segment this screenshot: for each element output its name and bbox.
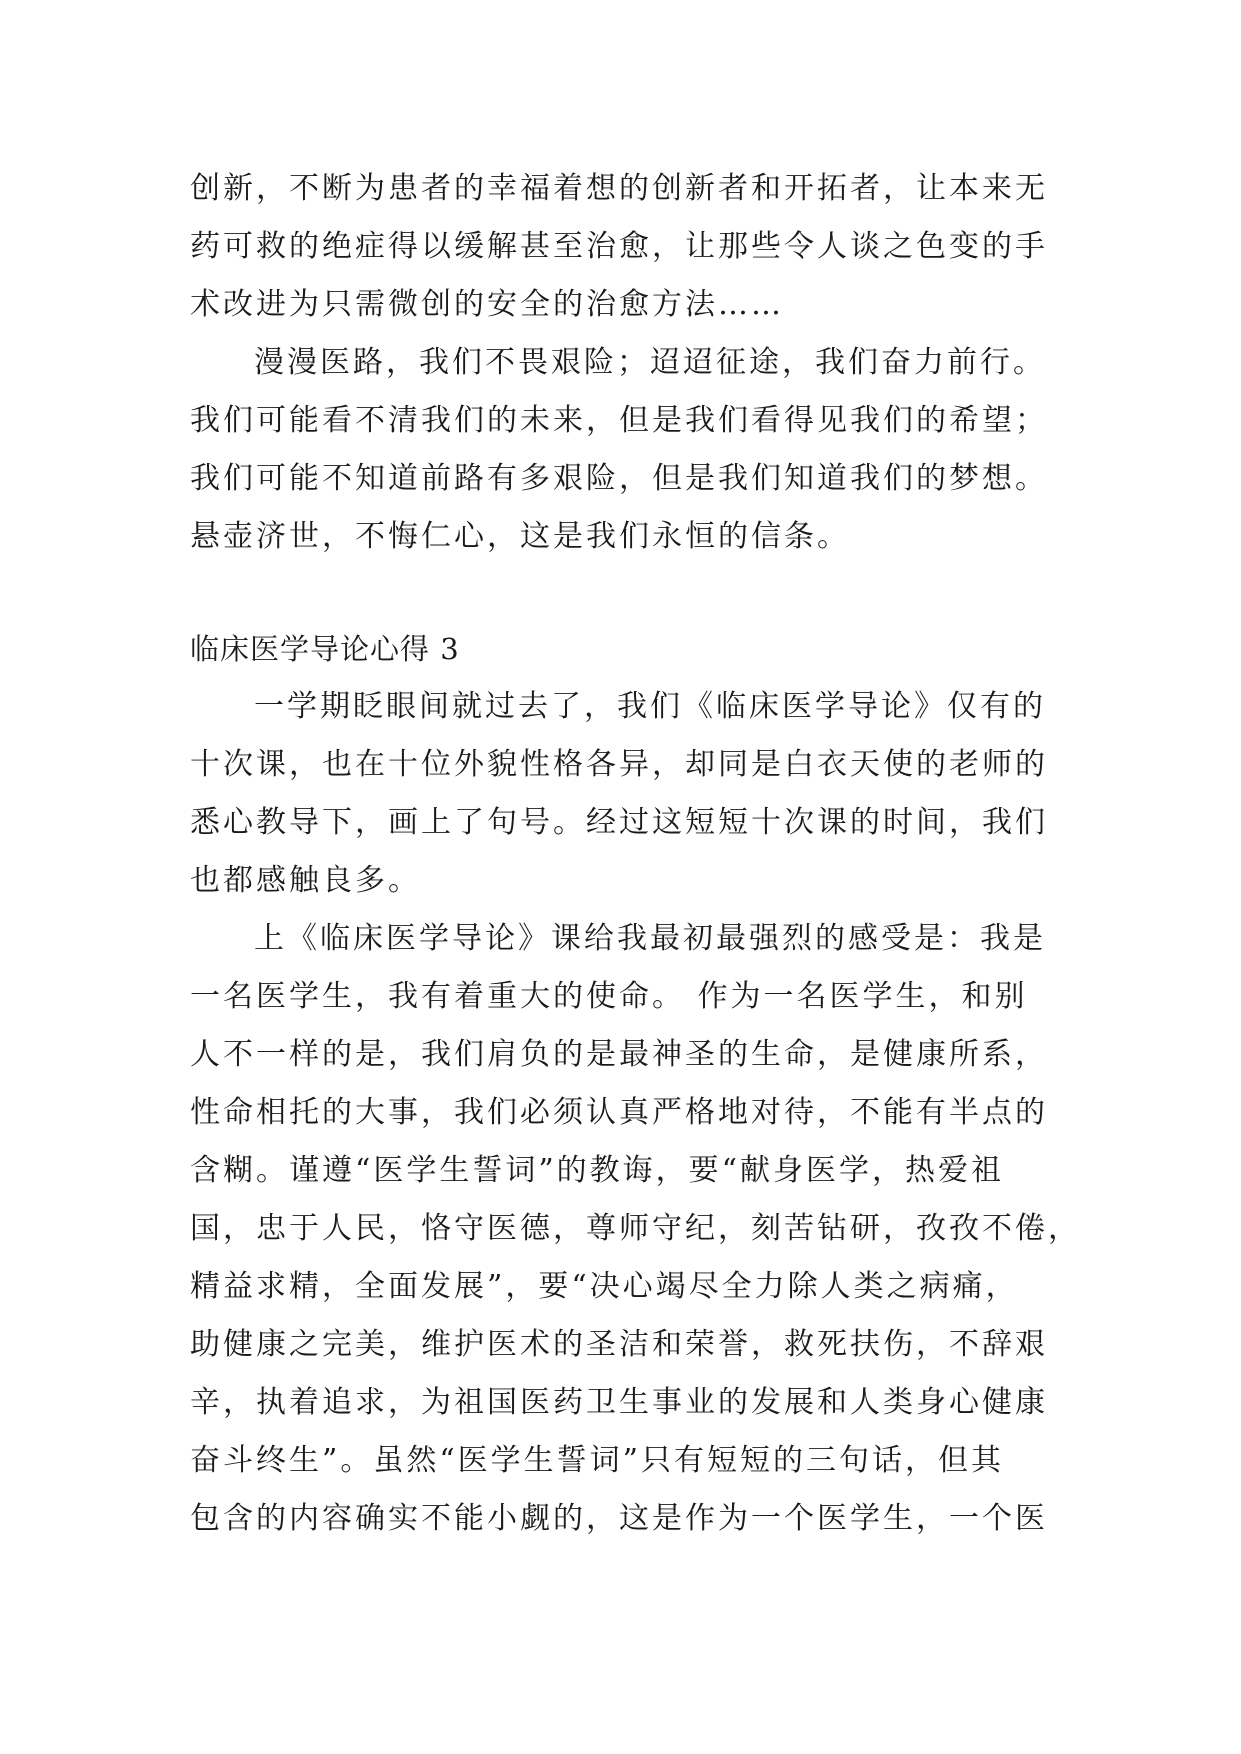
text-line: 奋斗终生”。虽然“医学生誓词”只有短短的三句话，但其 [190,1443,1005,1478]
text-line: 辛，执着追求，为祖国医药卫生事业的发展和人类身心健康 [190,1385,1048,1420]
text-line: 我们可能不知道前路有多艰险，但是我们知道我们的梦想。 [190,461,1048,496]
text-line: 包含的内容确实不能小觑的，这是作为一个医学生，一个医 [190,1501,1048,1536]
paragraph-continuation [190,160,1070,334]
section-heading: 临床医学导论心得 3 [190,632,460,666]
text-line: 精益求精，全面发展”，要“决心竭尽全力除人类之病痛， [190,1269,1019,1304]
text-line: 十次课，也在十位外貌性格各异，却同是白衣天使的老师的 [190,747,1048,782]
text-line: 也都感触良多。 [190,863,421,898]
text-line: 创新，不断为患者的幸福着想的创新者和开拓者，让本来无 [190,171,1048,206]
paragraph [190,334,1070,566]
text-line: 国，忠于人民，恪守医德，尊师守纪，刻苦钻研，孜孜不倦， [190,1211,1081,1246]
text-line: 性命相托的大事，我们必须认真严格地对待，不能有半点的 [190,1095,1048,1130]
text-line: 上《临床医学导论》课给我最初最强烈的感受是：我是 [254,921,1046,956]
text-line: 一学期眨眼间就过去了，我们《临床医学导论》仅有的 [254,689,1046,724]
paragraph [190,910,1081,1548]
text-line: 术改进为只需微创的安全的治愈方法…… [190,287,784,322]
text-line: 悬壶济世，不悔仁心，这是我们永恒的信条。 [190,519,850,554]
paragraph [190,678,1070,910]
text-line: 人不一样的是，我们肩负的是最神圣的生命，是健康所系， [190,1037,1048,1072]
text-line: 助健康之完美，维护医术的圣洁和荣誉，救死扶伤，不辞艰 [190,1327,1048,1362]
text-line: 我们可能看不清我们的未来，但是我们看得见我们的希望； [190,403,1048,438]
text-line: 药可救的绝症得以缓解甚至治愈，让那些令人谈之色变的手 [190,229,1048,264]
text-line: 含糊。谨遵“医学生誓词”的教诲，要“献身医学，热爱祖 [190,1153,1005,1188]
text-line: 悉心教导下，画上了句号。经过这短短十次课的时间，我们 [190,805,1048,840]
document-body [190,160,1081,1548]
text-line: 漫漫医路，我们不畏艰险；迢迢征途，我们奋力前行。 [254,345,1046,380]
text-line: 一名医学生，我有着重大的使命。 作为一名医学生，和别 [190,979,1028,1014]
